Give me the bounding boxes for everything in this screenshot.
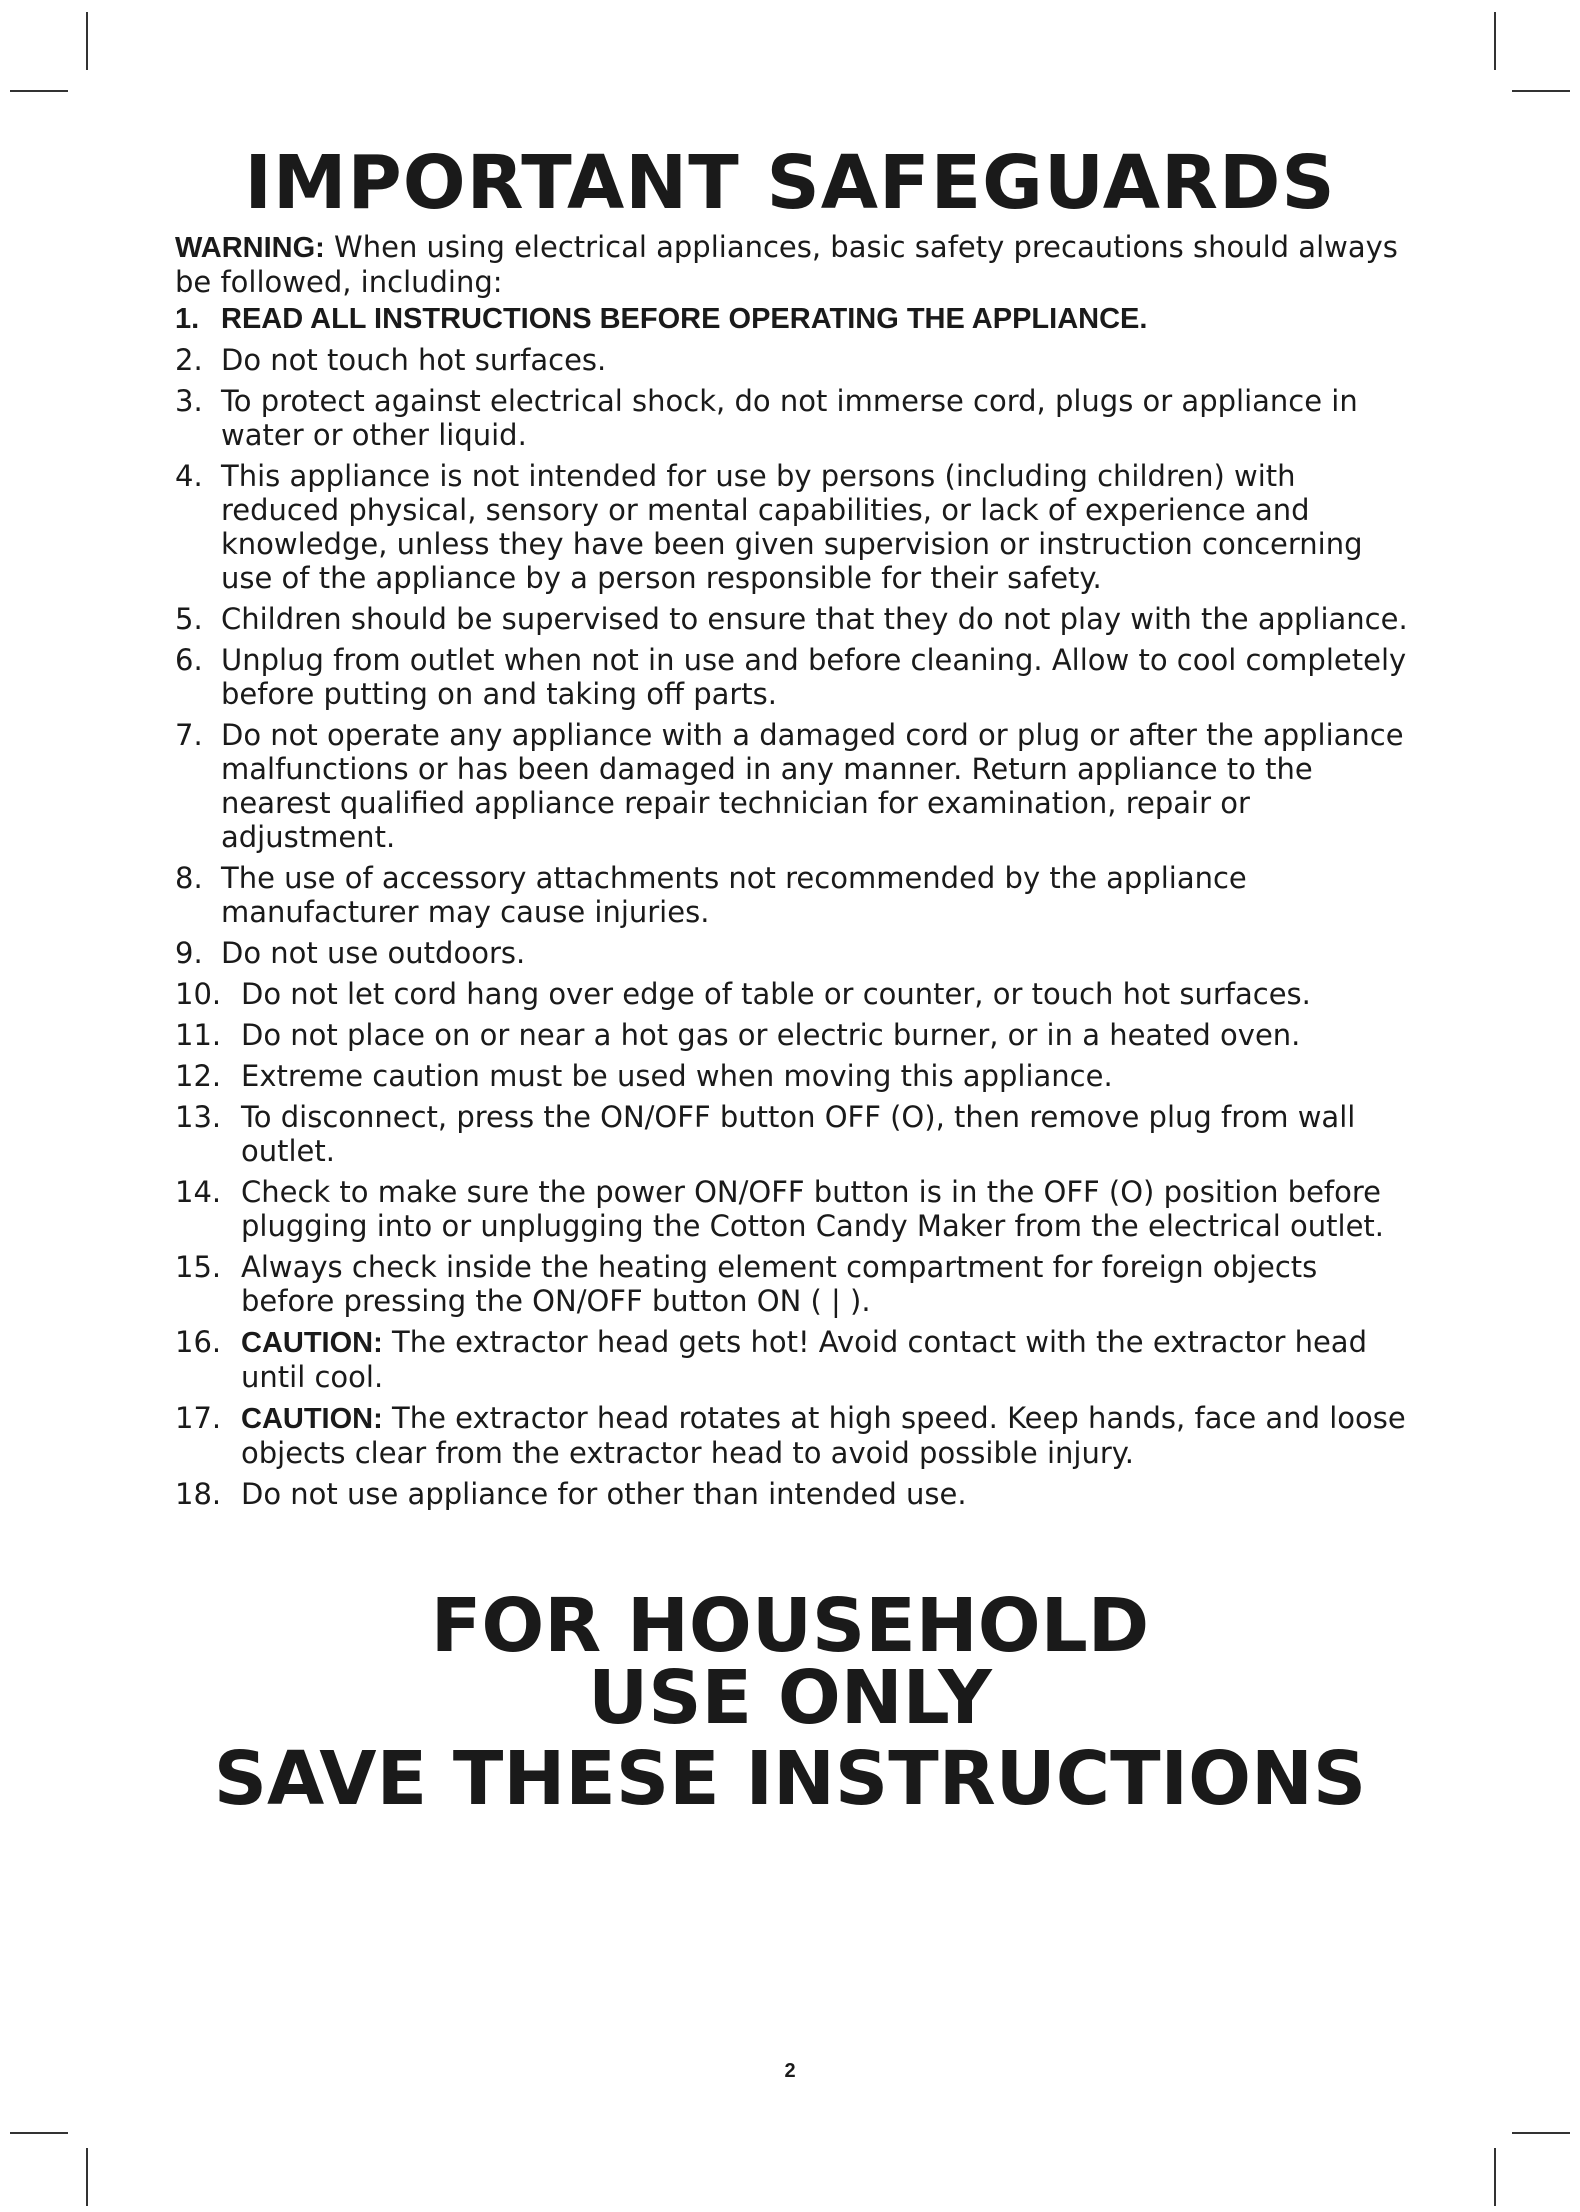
item-number: 18. xyxy=(175,1477,222,1511)
list-item xyxy=(175,602,1415,636)
item-text: Always check inside the heating element compartment for foreign objects before pressing the ON/OFF button ON ( | ). xyxy=(241,1250,1318,1318)
crop-mark xyxy=(10,90,68,92)
list-item xyxy=(175,384,1415,452)
use-only-line: USE ONLY xyxy=(588,1655,992,1741)
item-text: To disconnect, press the ON/OFF button OFF (O), then remove plug from wall outlet. xyxy=(241,1100,1356,1168)
item-number: 14. xyxy=(175,1175,222,1209)
item-text: Children should be supervised to ensure that they do not play with the appliance. xyxy=(221,602,1408,636)
item-number: 10. xyxy=(175,977,222,1011)
crop-mark xyxy=(10,2132,68,2134)
list-item xyxy=(175,977,1415,1011)
caution-label: CAUTION: xyxy=(241,1327,383,1359)
crop-mark xyxy=(86,2148,88,2206)
list-item xyxy=(175,1325,1415,1394)
list-item xyxy=(175,936,1415,970)
crop-mark xyxy=(1512,2132,1570,2134)
crop-mark xyxy=(1494,12,1496,70)
caution-label: CAUTION: xyxy=(241,1403,383,1435)
item-text: READ ALL INSTRUCTIONS BEFORE OPERATING THE APPLIANCE. xyxy=(221,303,1148,335)
item-text: Check to make sure the power ON/OFF button is in the OFF (O) position before plugging into or unplugging the Cotton Candy Maker from the electrical outlet. xyxy=(241,1175,1384,1243)
item-text: Do not let cord hang over edge of table or counter, or touch hot surfaces. xyxy=(241,977,1311,1011)
item-text: The use of accessory attachments not recommended by the appliance manufacturer may cause injuries. xyxy=(221,861,1247,929)
warning-text: When using electrical appliances, basic safety precautions should always be followed, including: xyxy=(175,230,1398,299)
item-number: 12. xyxy=(175,1059,222,1093)
crop-mark xyxy=(1512,90,1570,92)
list-item xyxy=(175,302,1415,336)
item-text: This appliance is not intended for use by persons (including children) with reduced physical, sensory or mental capabilities, or lack of experience and knowledge, unless they have been given supervision or instruction concerning use of the appliance by a person responsible for their safety. xyxy=(221,459,1363,595)
list-item xyxy=(175,1250,1415,1318)
page-number: 2 xyxy=(784,2060,796,2082)
item-text: The extractor head rotates at high speed. Keep hands, face and loose objects clear from the extractor head to avoid possible injury. xyxy=(241,1401,1406,1470)
list-item xyxy=(175,861,1415,929)
warning-paragraph xyxy=(175,230,1405,299)
item-number: 3. xyxy=(175,384,203,418)
item-text: Do not use appliance for other than intended use. xyxy=(241,1477,967,1511)
list-item xyxy=(175,718,1415,854)
list-item xyxy=(175,643,1415,711)
household-notice xyxy=(0,1583,1580,1741)
save-instructions-notice: SAVE THESE INSTRUCTIONS xyxy=(213,1736,1367,1822)
item-number: 4. xyxy=(175,459,203,493)
item-number: 8. xyxy=(175,861,203,895)
item-number: 9. xyxy=(175,936,203,970)
warning-label: WARNING: xyxy=(175,232,325,264)
list-item xyxy=(175,1477,1415,1511)
item-number: 13. xyxy=(175,1100,222,1134)
item-number: 6. xyxy=(175,643,203,677)
item-number: 15. xyxy=(175,1250,222,1284)
item-text: Do not use outdoors. xyxy=(221,936,526,970)
page-title: IMPORTANT SAFEGUARDS xyxy=(244,140,1336,226)
item-number: 16. xyxy=(175,1325,222,1359)
item-number: 11. xyxy=(175,1018,222,1052)
item-text: To protect against electrical shock, do not immerse cord, plugs or appliance in water or other liquid. xyxy=(221,384,1358,452)
item-number: 5. xyxy=(175,602,203,636)
item-text: The extractor head gets hot! Avoid contact with the extractor head until cool. xyxy=(241,1325,1367,1394)
item-text: Unplug from outlet when not in use and before cleaning. Allow to cool completely before putting on and taking off parts. xyxy=(221,643,1407,711)
item-text: Extreme caution must be used when moving this appliance. xyxy=(241,1059,1113,1093)
item-text: Do not place on or near a hot gas or electric burner, or in a heated oven. xyxy=(241,1018,1301,1052)
safeguards-list xyxy=(175,302,1415,1518)
list-item xyxy=(175,1059,1415,1093)
item-number: 17. xyxy=(175,1401,222,1435)
crop-mark xyxy=(86,12,88,70)
list-item xyxy=(175,1401,1415,1470)
list-item xyxy=(175,1175,1415,1243)
list-item xyxy=(175,1018,1415,1052)
item-number: 7. xyxy=(175,718,203,752)
list-item xyxy=(175,343,1415,377)
crop-mark xyxy=(1494,2148,1496,2206)
household-line: FOR HOUSEHOLD xyxy=(430,1583,1150,1669)
item-number: 2. xyxy=(175,343,203,377)
item-text: Do not operate any appliance with a damaged cord or plug or after the appliance malfunctions or has been damaged in any manner. Return appliance to the nearest qualified appliance repair technician for examination, repair or adjustment. xyxy=(221,718,1404,854)
list-item xyxy=(175,1100,1415,1168)
item-text: Do not touch hot surfaces. xyxy=(221,343,607,377)
list-item xyxy=(175,459,1415,595)
item-number: 1. xyxy=(175,303,200,335)
